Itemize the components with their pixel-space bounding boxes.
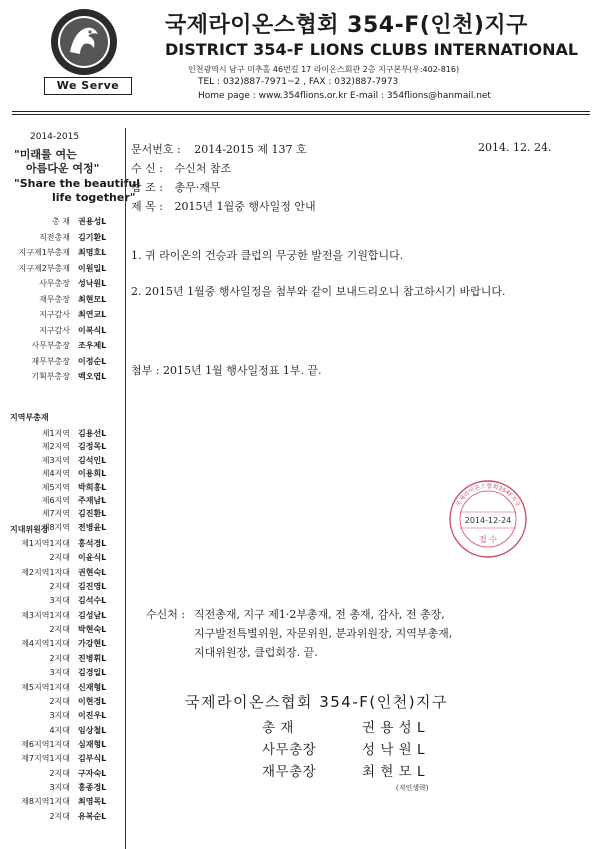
zone-row-role: 2지대 bbox=[49, 811, 70, 821]
slogan-korean-line2: 아름다운 여정" bbox=[26, 162, 100, 175]
zone-row-name: 유복순L bbox=[78, 811, 107, 821]
zone-row bbox=[0, 768, 124, 782]
sig-secretary-name: 성 낙 원 L bbox=[362, 742, 426, 758]
zone-row-role: 제5지역1지대 bbox=[21, 682, 70, 692]
zone-row-name: 이윤식L bbox=[78, 553, 107, 563]
subject-row bbox=[131, 198, 316, 214]
zone-row-name: 김경일L bbox=[78, 668, 107, 678]
stamp-date: 2014-12-24 bbox=[464, 516, 512, 525]
region-row-name: 전병윤L bbox=[78, 522, 107, 532]
doc-number-row bbox=[131, 141, 307, 157]
zone-row-role: 제1지역1지대 bbox=[21, 539, 70, 548]
sig-governor-role: 총 재 bbox=[262, 720, 294, 736]
paragraph-2: 2. 2015년 1월중 행사일정을 첨부와 같이 보내드리오니 참고하시기 바랍니다. bbox=[131, 285, 506, 298]
slogan-english-line2: life together" bbox=[52, 191, 136, 204]
zone-row bbox=[0, 667, 124, 681]
zone-row bbox=[0, 624, 124, 638]
region-row-role: 제1지역 bbox=[41, 429, 70, 438]
doc-number: 2014-2015 제 137 호 bbox=[194, 143, 307, 156]
officer-row-role: 직전총재 bbox=[39, 232, 70, 242]
address: 인천광역시 남구 미추홀 46번길 17 라이온스회관 2층 지구본부(우:402-816) bbox=[188, 65, 460, 74]
zone-row bbox=[0, 682, 124, 696]
zone-row-name: 구자숙L bbox=[78, 768, 107, 778]
zone-row-name: 김부식L bbox=[78, 754, 107, 764]
sig-governor-name: 권 용 성 L bbox=[362, 720, 426, 736]
region-row bbox=[0, 482, 124, 496]
officer-row-name: 이원일L bbox=[78, 263, 107, 273]
region-row-role: 제5지역 bbox=[41, 482, 70, 492]
sig-treasurer-name: 최 현 모 L bbox=[362, 764, 426, 780]
officer-row-role: 재무총장 bbox=[39, 294, 70, 304]
zone-row bbox=[0, 696, 124, 710]
recipient-label: 수 신 : bbox=[131, 162, 163, 175]
signature-organization: 국제라이온스협회 354-F(인천)지구 bbox=[185, 693, 449, 711]
officer-row-name: 최연교L bbox=[78, 310, 107, 319]
sig-secretary-role: 사무총장 bbox=[262, 742, 317, 758]
officer-row bbox=[0, 263, 124, 277]
zone-row-name: 김진영L bbox=[78, 582, 107, 592]
officer-row-role: 사무총장 bbox=[39, 279, 70, 288]
region-row-role: 제4지역 bbox=[41, 469, 70, 479]
officer-row-role: 지구제1부총재 bbox=[18, 248, 70, 257]
zone-row-role: 제6지역1지대 bbox=[21, 739, 70, 749]
officer-row-name: 권용성L bbox=[78, 217, 107, 226]
zone-row-role: 2지대 bbox=[49, 553, 70, 563]
region-row-name: 이용희L bbox=[78, 469, 107, 479]
region-row bbox=[0, 441, 124, 455]
zone-row bbox=[0, 796, 124, 810]
officer-row-name: 김기환L bbox=[78, 232, 107, 242]
officer-row-name: 최명호L bbox=[78, 248, 107, 257]
region-row-role: 제3지역 bbox=[41, 455, 70, 465]
sig-treasurer-role: 재무총장 bbox=[262, 764, 317, 780]
region-row bbox=[0, 508, 124, 522]
officer-row-name: 이정순L bbox=[78, 356, 107, 366]
zone-row bbox=[0, 581, 124, 595]
term-year: 2014-2015 bbox=[30, 132, 80, 142]
district-title-english: DISTRICT 354-F LIONS CLUBS INTERNATIONAL bbox=[165, 40, 579, 59]
recipient: 수신처 참조 bbox=[174, 162, 232, 175]
attachment-note: 첨부 : 2015년 1월 행사일정표 1부. 끝. bbox=[131, 364, 322, 377]
zone-row bbox=[0, 610, 124, 624]
officer-row-role: 지구제2부총재 bbox=[18, 263, 70, 273]
zone-chairs-title: 지대위원장 bbox=[10, 525, 49, 534]
officer-row-name: 이복식L bbox=[78, 325, 107, 335]
officer-row bbox=[0, 371, 124, 385]
zone-row-name: 이진우L bbox=[78, 711, 107, 721]
we-serve-motto: We Serve bbox=[44, 77, 132, 95]
region-row bbox=[0, 428, 124, 442]
region-row-role: 제6지역 bbox=[41, 496, 70, 505]
recipient-row bbox=[131, 160, 231, 176]
officer-sidebar bbox=[0, 118, 141, 849]
officer-row bbox=[0, 216, 124, 230]
zone-row-name: 김석수L bbox=[78, 596, 107, 606]
zone-row-name: 최영목L bbox=[78, 797, 107, 807]
zone-row bbox=[0, 552, 124, 566]
officer-row-name: 성낙원L bbox=[78, 279, 107, 288]
zone-row-name: 박현숙L bbox=[78, 625, 107, 635]
officer-row bbox=[0, 340, 124, 354]
recipients-line2: 지구발전특별위원, 자문위원, 분과위원장, 지역부총재, bbox=[194, 627, 453, 640]
zone-row-role: 2지대 bbox=[49, 582, 70, 592]
recipients-line1: 직전총재, 지구 제1·2부총재, 전 총재, 감사, 전 총장, bbox=[194, 608, 445, 621]
slogan-korean-line1: "미래를 여는 bbox=[14, 148, 77, 161]
subject-label: 제 목 : bbox=[131, 200, 163, 213]
zone-row-role: 2지대 bbox=[49, 768, 70, 778]
region-row-name: 주재남L bbox=[78, 496, 107, 505]
reference-label: 참 조 : bbox=[131, 181, 163, 194]
region-row-name: 김정목L bbox=[78, 442, 107, 452]
lions-logo bbox=[50, 8, 118, 76]
zone-row-name: 심재형L bbox=[78, 739, 107, 749]
slogan-english-line1: "Share the beautiful bbox=[14, 177, 141, 190]
header-divider-thin bbox=[12, 114, 590, 115]
zone-row bbox=[0, 567, 124, 581]
officer-row-role: 지구감사 bbox=[39, 310, 70, 319]
region-row bbox=[0, 455, 124, 469]
zone-row-role: 3지대 bbox=[49, 711, 70, 721]
doc-date: 2014. 12. 24. bbox=[478, 141, 552, 154]
zone-row-role: 제2지역1지대 bbox=[21, 567, 70, 577]
zone-row-role: 3지대 bbox=[49, 782, 70, 792]
officer-row-role: 기획부총장 bbox=[31, 372, 70, 381]
officer-row-role: 재무부총장 bbox=[31, 356, 70, 366]
zone-row bbox=[0, 710, 124, 724]
region-row-role: 제2지역 bbox=[41, 442, 70, 452]
zone-row-role: 2지대 bbox=[49, 625, 70, 635]
zone-row-name: 가강현L bbox=[78, 639, 107, 649]
zone-row-name: 권현숙L bbox=[78, 567, 107, 577]
zone-row-role: 3지대 bbox=[49, 596, 70, 606]
seal-omitted-note: (직인생략) bbox=[396, 784, 429, 792]
zone-row-role: 제3지역1지대 bbox=[21, 610, 70, 620]
region-row-role: 제8지역 bbox=[41, 522, 70, 532]
zone-row-role: 2지대 bbox=[49, 653, 70, 663]
officer-row-role: 사무부총장 bbox=[31, 341, 70, 350]
zone-row-role: 제8지역1지대 bbox=[21, 797, 70, 807]
region-row bbox=[0, 468, 124, 482]
officer-row bbox=[0, 325, 124, 339]
zone-row bbox=[0, 638, 124, 652]
zone-row-name: 홍종경L bbox=[78, 782, 107, 792]
received-stamp bbox=[447, 478, 529, 560]
doc-number-label: 문서번호 : bbox=[131, 143, 181, 156]
officer-row-name: 백오엽L bbox=[78, 372, 107, 381]
reference-row bbox=[131, 179, 220, 195]
zone-row bbox=[0, 811, 124, 825]
district-title-korean: 국제라이온스협회 354-F(인천)지구 bbox=[165, 13, 528, 38]
stamp-received: 접 수 bbox=[479, 535, 497, 544]
officer-row bbox=[0, 356, 124, 370]
sidebar-divider bbox=[125, 128, 126, 849]
recipients-line3: 지대위원장, 클럽회장. 끝. bbox=[194, 646, 318, 659]
region-row-name: 박희홍L bbox=[78, 482, 107, 492]
recipients-label: 수신처 : bbox=[146, 608, 186, 621]
zone-row-role: 4지대 bbox=[49, 725, 70, 735]
officer-row bbox=[0, 247, 124, 261]
region-row-name: 김석인L bbox=[78, 455, 107, 465]
zone-row-role: 3지대 bbox=[49, 668, 70, 678]
zone-row-role: 제7지역1지대 bbox=[21, 754, 70, 764]
homepage-email: Home page : www.354flions.or.kr E-mail : 354flions@hanmail.net bbox=[198, 91, 491, 101]
zone-row bbox=[0, 595, 124, 609]
zone-row bbox=[0, 725, 124, 739]
paragraph-1: 1. 귀 라이온의 건승과 클럽의 무궁한 발전을 기원합니다. bbox=[131, 249, 404, 262]
officer-row bbox=[0, 278, 124, 292]
header-divider bbox=[12, 111, 590, 112]
zone-row-name: 진병휘L bbox=[78, 653, 107, 663]
zone-row bbox=[0, 653, 124, 667]
zone-row bbox=[0, 782, 124, 796]
officer-row-role: 지구감사 bbox=[39, 325, 70, 335]
officer-row bbox=[0, 232, 124, 246]
region-row-role: 제7지역 bbox=[41, 509, 70, 519]
zone-row-name: 임상철L bbox=[78, 725, 107, 735]
zone-row bbox=[0, 753, 124, 767]
zone-row-name: 신재형L bbox=[78, 682, 107, 692]
officer-row bbox=[0, 309, 124, 323]
region-row-name: 김용선L bbox=[78, 429, 107, 438]
officer-row bbox=[0, 294, 124, 308]
regional-vice-governors-title: 지역부총재 bbox=[10, 413, 49, 422]
zone-row bbox=[0, 538, 124, 552]
region-row-name: 김진환L bbox=[78, 509, 107, 519]
region-row bbox=[0, 495, 124, 509]
officer-row-name: 조우제L bbox=[78, 341, 107, 350]
zone-row-role: 2지대 bbox=[49, 696, 70, 706]
zone-row-name: 이현경L bbox=[78, 696, 107, 706]
subject: 2015년 1월중 행사일정 안내 bbox=[174, 200, 316, 213]
officer-row-role: 총 재 bbox=[52, 217, 70, 226]
phone-fax: TEL : 032)887-7971~2 , FAX : 032)887-7973 bbox=[198, 77, 399, 87]
reference: 총무·재무 bbox=[174, 181, 221, 194]
officer-row-name: 최현모L bbox=[78, 294, 107, 304]
stamp-org: 국제라이온스협회354F지구 bbox=[454, 482, 522, 509]
zone-row bbox=[0, 739, 124, 753]
zone-row-name: 김성남L bbox=[78, 610, 107, 620]
zone-row-name: 홍석경L bbox=[78, 539, 107, 548]
zone-row-role: 제4지역1지대 bbox=[21, 639, 70, 649]
